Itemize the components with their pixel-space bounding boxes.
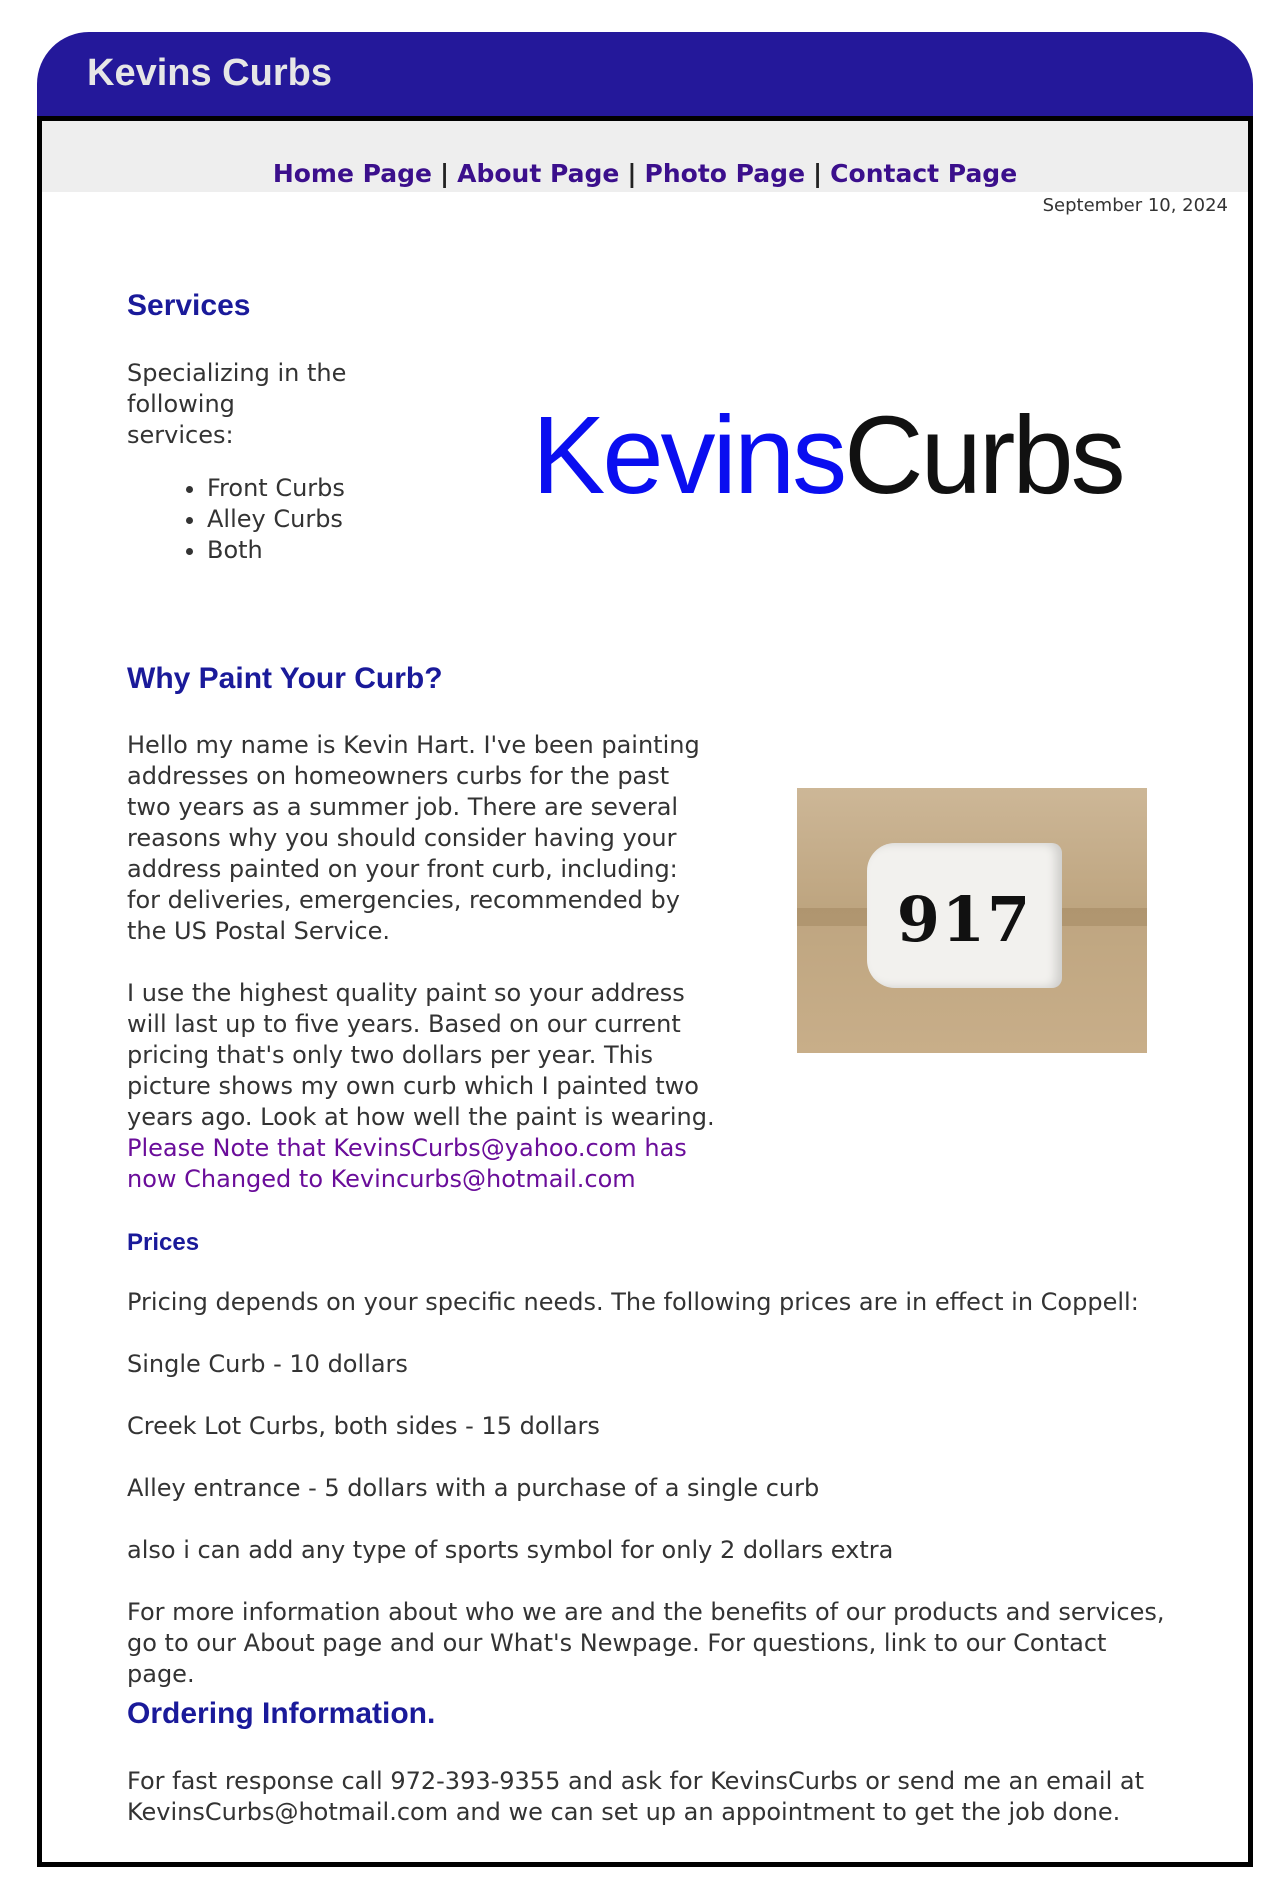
painted-address-plate xyxy=(867,843,1062,988)
logo-part-black: Curbs xyxy=(844,394,1123,517)
price-sports-symbol: also i can add any type of sports symbol for only 2 dollars extra xyxy=(127,1536,894,1564)
price-creek-lot: Creek Lot Curbs, both sides - 15 dollars xyxy=(127,1412,600,1440)
nav-separator: | xyxy=(813,159,823,188)
nav-contact-link[interactable]: Contact Page xyxy=(830,159,1018,188)
site-title: Kevins Curbs xyxy=(87,52,332,94)
why-heading: Why Paint Your Curb? xyxy=(127,662,443,695)
nav-separator: | xyxy=(627,159,637,188)
list-item: • Both xyxy=(207,535,345,566)
services-list xyxy=(157,473,345,566)
price-single-curb: Single Curb - 10 dollars xyxy=(127,1350,408,1378)
services-heading: Services xyxy=(127,289,251,322)
main-nav xyxy=(42,161,1248,186)
prices-heading: Prices xyxy=(127,1229,200,1256)
why-paragraph-2 xyxy=(127,978,717,1195)
current-date: September 10, 2024 xyxy=(1042,195,1228,216)
page-frame xyxy=(37,116,1253,1867)
why-paragraph-2-text: I use the highest quality paint so your address will last up to five years. Based on our current pricing that's only two dollars per year. This picture shows my own curb which I painted two years ago. Look at how well the paint is wearing. xyxy=(127,979,715,1131)
logo-part-blue: Kevins xyxy=(532,394,845,517)
house-number: 917 xyxy=(896,883,1033,956)
nav-separator: | xyxy=(440,159,450,188)
list-item: • Alley Curbs xyxy=(207,504,345,535)
list-item: • Front Curbs xyxy=(207,473,345,504)
more-info: For more information about who we are and the benefits of our products and services, go to our About page and our What's Newpage. For questions, link to our Contact page. xyxy=(127,1598,1165,1688)
prices-intro: Pricing depends on your specific needs. The following prices are in effect in Coppell: xyxy=(127,1288,1139,1316)
email-change-note: Please Note that KevinsCurbs@yahoo.com has now Changed to Kevincurbs@hotmail.com xyxy=(127,1134,687,1193)
curb-address-photo xyxy=(797,788,1147,1053)
nav-photo-link[interactable]: Photo Page xyxy=(644,159,806,188)
ordering-heading: Ordering Information. xyxy=(127,1697,436,1730)
services-intro: Specializing in the following services: xyxy=(127,359,347,449)
kevinscurbs-logo xyxy=(532,394,1123,517)
ordering-text: For fast response call 972-393-9355 and ask for KevinsCurbs or send me an email at KevinsCurbs@hotmail.com and we can set up an appointment to get the job done. xyxy=(127,1767,1144,1826)
why-paragraph-1: Hello my name is Kevin Hart. I've been painting addresses on homeowners curbs for the past two years as a summer job. There are several reasons why you should consider having your address painted on your front curb, including: for deliveries, emergencies, recommended by the US Postal Service. xyxy=(127,731,700,945)
nav-about-link[interactable]: About Page xyxy=(457,159,620,188)
price-alley-entrance: Alley entrance - 5 dollars with a purchase of a single curb xyxy=(127,1474,820,1502)
site-header xyxy=(37,32,1253,116)
nav-home-link[interactable]: Home Page xyxy=(272,159,432,188)
